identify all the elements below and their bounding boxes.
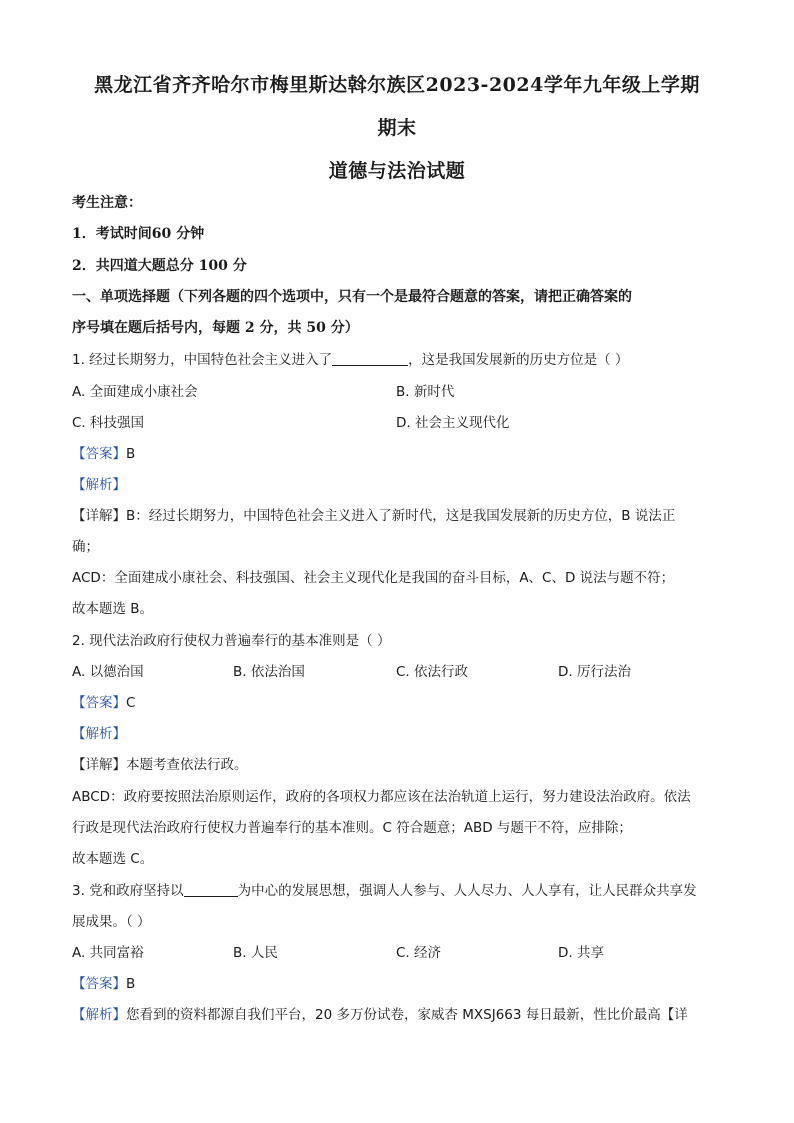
- question-2-stem: 2. 现代法治政府行使权力普遍奉行的基本准则是（ ）: [72, 633, 391, 649]
- answer-blank: [332, 351, 408, 366]
- question-1-conclusion: 故本题选 B。: [72, 601, 154, 617]
- question-2-answer: [72, 691, 722, 711]
- detail-tag: 【详解】: [72, 757, 126, 773]
- question-2-option-c: C. 依法行政: [396, 664, 469, 680]
- question-3-stem-post: 为中心的发展思想，强调人人参与、人人尽力、人人享有，让人民群众共享发: [237, 883, 697, 899]
- question-1-option-c: C. 科技强国: [72, 415, 145, 431]
- question-1-answer: [72, 442, 722, 462]
- question-3-option-d: D. 共享: [558, 945, 604, 961]
- answer-value: B: [126, 976, 136, 992]
- question-1-stem-post: ，这是我国发展新的历史方位是（ ）: [408, 352, 629, 368]
- question-3-stem: [72, 879, 722, 899]
- answer-value: C: [126, 695, 136, 711]
- question-2-option-a: A. 以德治国: [72, 664, 144, 680]
- question-3-option-c: C. 经济: [396, 945, 442, 961]
- page-title-continued: 期末: [377, 117, 417, 139]
- footer-promo-text: 您看到的资料都源自我们平台，20 多万份试卷，家威杏 MXSJ663 每日最新，性比价最高【详: [126, 1007, 688, 1023]
- answer-tag: 【答案】: [72, 695, 126, 711]
- question-3-answer: [72, 972, 722, 992]
- page-title: 黑龙江省齐齐哈尔市梅里斯达斡尔族区2023-2024学年九年级上学期: [94, 74, 700, 96]
- question-1-option-b: B. 新时代: [396, 384, 455, 400]
- question-1-detail: [72, 504, 722, 524]
- question-2-conclusion: 故本题选 C。: [72, 851, 154, 867]
- detail-tag: 【详解】: [72, 508, 126, 524]
- notice-heading: 考生注意：: [72, 195, 142, 211]
- question-3-option-a: A. 共同富裕: [72, 945, 144, 961]
- question-2-option-b: B. 依法治国: [233, 664, 305, 680]
- question-1-stem: [72, 348, 722, 368]
- answer-value: B: [126, 446, 136, 462]
- question-2-detail-line-2: ABCD：政府要按照法治原则运作，政府的各项权力都应该在法治轨道上运行，努力建设法治政府。依法: [72, 789, 691, 805]
- page-subtitle: 道德与法治试题: [328, 160, 466, 182]
- question-1-detail-line-3: ACD：全面建成小康社会、科技强国、社会主义现代化是我国的奋斗目标，A、C、D 说法与题不符；: [72, 570, 675, 586]
- detail-text: B：经过长期努力，中国特色社会主义进入了新时代，这是我国发展新的历史方位，B 说法正: [126, 508, 676, 524]
- question-3-analysis: [72, 1003, 722, 1023]
- answer-blank: [184, 882, 238, 897]
- section-heading-continued: 序号填在题后括号内，每题 2 分，共 50 分）: [72, 320, 359, 336]
- analysis-tag: 【解析】: [72, 1007, 126, 1023]
- question-2-detail: [72, 753, 722, 773]
- question-2-option-d: D. 厉行法治: [558, 664, 631, 680]
- question-2-detail-line-3: 行政是现代法治政府行使权力普遍奉行的基本准则。C 符合题意；ABD 与题干不符，应排除；: [72, 820, 632, 836]
- question-1-stem-pre: 1. 经过长期努力，中国特色社会主义进入了: [72, 352, 333, 368]
- notice-item-score: 2．共四道大题总分 100 分: [72, 258, 247, 274]
- question-2-analysis-tag: 【解析】: [72, 726, 126, 742]
- answer-tag: 【答案】: [72, 446, 126, 462]
- question-3-stem-pre: 3. 党和政府坚持以: [72, 883, 184, 899]
- detail-text: 本题考查依法行政。: [126, 757, 248, 773]
- question-1-detail-line-2: 确；: [72, 539, 99, 555]
- question-3-stem-line-2: 展成果。（ ）: [72, 914, 151, 930]
- answer-tag: 【答案】: [72, 976, 126, 992]
- question-1-option-a: A. 全面建成小康社会: [72, 384, 198, 400]
- question-1-option-d: D. 社会主义现代化: [396, 415, 510, 431]
- question-3-option-b: B. 人民: [233, 945, 278, 961]
- section-heading: 一、单项选择题（下列各题的四个选项中，只有一个是最符合题意的答案，请把正确答案的: [72, 289, 632, 305]
- notice-item-time: 1．考试时间60 分钟: [72, 226, 205, 242]
- question-1-analysis-tag: 【解析】: [72, 477, 126, 493]
